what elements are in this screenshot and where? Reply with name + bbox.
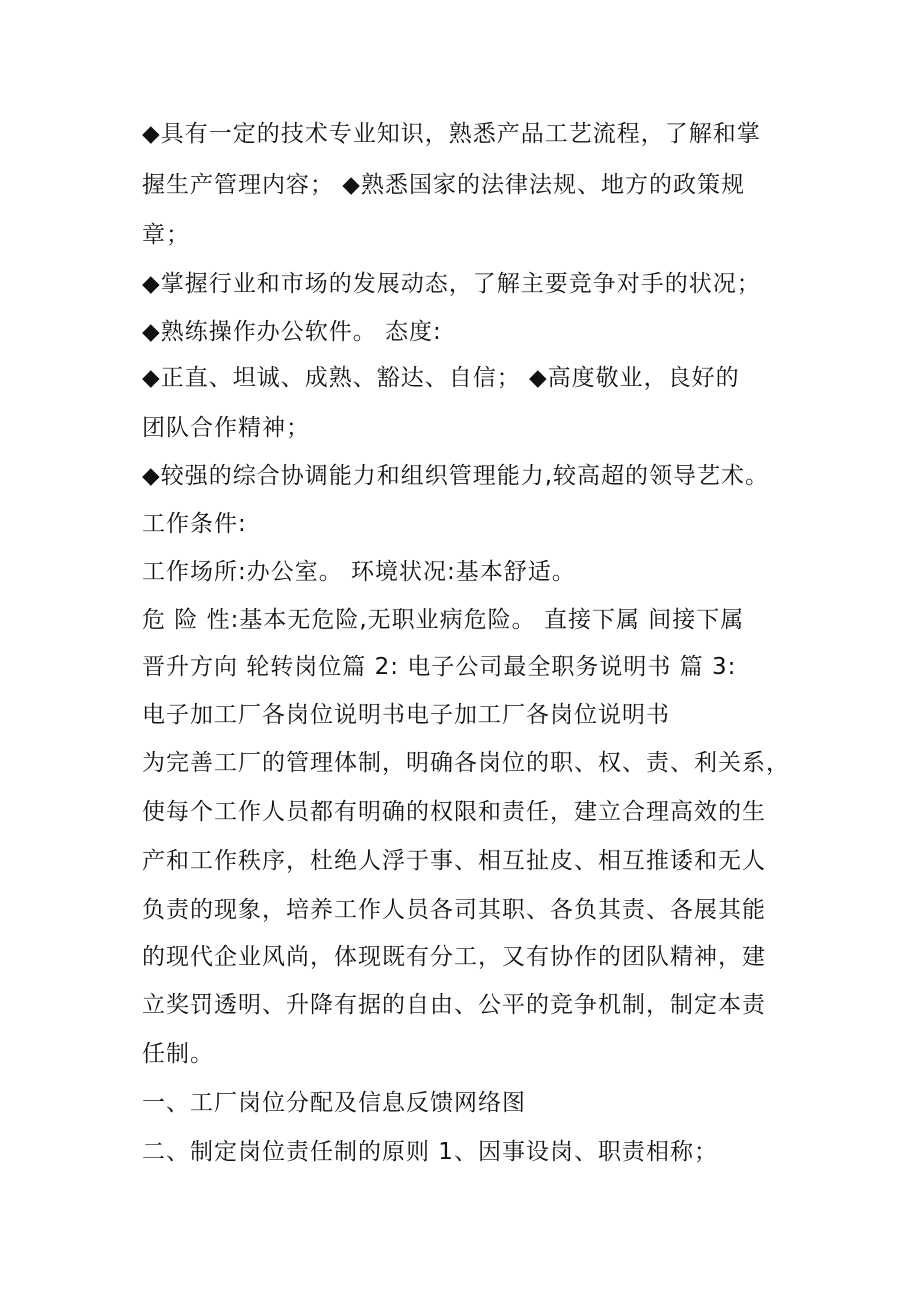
text-line: 电子加工厂各岗位说明书电子加工厂各岗位说明书 [142, 702, 670, 728]
text-line: 任制。 [142, 1041, 214, 1067]
text-line: ◆正直、坦诚、成熟、豁达、自信； ◆高度敬业，良好的 [142, 365, 740, 391]
text-line: 晋升方向 轮转岗位篇 2: 电子公司最全职务说明书 篇 3: [142, 654, 737, 680]
text-line: 立奖罚透明、升降有据的自由、公平的竞争机制，制定本责 [142, 992, 766, 1018]
text-line: 产和工作秩序，杜绝人浮于事、相互扯皮、相互推诿和无人 [142, 848, 766, 874]
text-line: ◆较强的综合协调能力和组织管理能力,较高超的领导艺术。 [142, 463, 769, 489]
text-line: 工作条件: [142, 511, 247, 537]
text-line: 二、制定岗位责任制的原则 1、因事设岗、职责相称； [142, 1139, 718, 1165]
text-line: ◆掌握行业和市场的发展动态，了解主要竞争对手的状况； [142, 271, 761, 297]
text-line: 工作场所:办公室。 环境状况:基本舒适。 [142, 559, 576, 585]
text-line: 危 险 性:基本无危险,无职业病危险。 直接下属 间接下属 [142, 607, 745, 633]
text-line: 握生产管理内容； ◆熟悉国家的法律法规、地方的政策规 [142, 172, 745, 198]
text-line: ◆熟练操作办公软件。 态度: [142, 319, 442, 345]
text-line: 一、工厂岗位分配及信息反馈网络图 [142, 1090, 526, 1116]
text-line: 负责的现象，培养工作人员各司其职、各负其责、各展其能 [142, 897, 766, 923]
text-line: 为完善工厂的管理体制，明确各岗位的职、权、责、利关系， [142, 750, 790, 776]
text-line: 使每个工作人员都有明确的权限和责任，建立合理高效的生 [142, 799, 766, 825]
text-line: 团队合作精神； [142, 415, 310, 441]
text-line: 的现代企业风尚，体现既有分工，又有协作的团队精神，建 [142, 944, 766, 970]
text-line: ◆具有一定的技术专业知识，熟悉产品工艺流程，了解和掌 [142, 121, 761, 147]
text-line: 章； [142, 222, 190, 248]
